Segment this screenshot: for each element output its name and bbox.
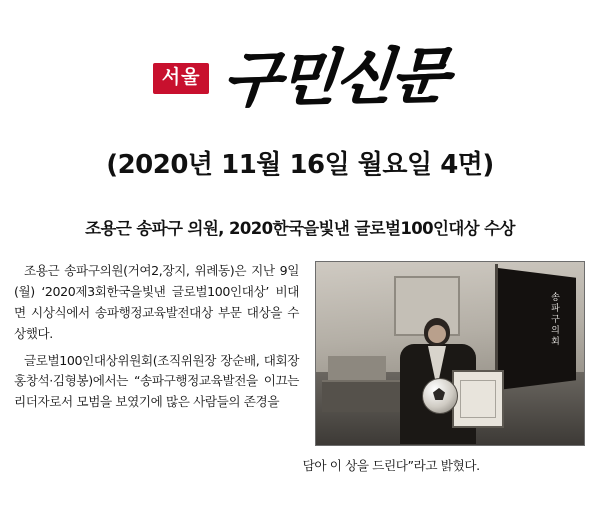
photo-person-face — [428, 325, 446, 343]
dateline: (2020년 11월 16일 월요일 4면) — [106, 150, 494, 180]
photo-flag — [498, 268, 576, 390]
article-body — [0, 261, 600, 491]
article-text-column — [14, 261, 299, 419]
seoul-badge: 서울 — [153, 63, 210, 94]
paper-title: 구민신문 — [220, 40, 451, 116]
masthead — [0, 0, 600, 140]
photo-trophy — [422, 378, 458, 414]
article-paragraph-1: 조용근 송파구의원(거여2,장지, 위례동)은 지난 9일(월) ‘2020제3회한국을빛낸 글로벌100인대상’ 비대면 시상식에서 송파행정교육발전대상 부문 대상을 수상했다. — [14, 263, 299, 341]
article-continuation-line — [14, 456, 586, 476]
article-continuation-text: 담아 이 상을 드린다”라고 밝혔다. — [302, 458, 480, 473]
article-paragraph-2: 글로벌100인대상위원회(조직위원장 장순배, 대회장 홍창석·김형봉)에서는 “송파구행정교육발전을 이끄는 리더자로서 모범을 보였기에 많은 사람들의 존경을 — [14, 352, 299, 410]
photo-front-table — [322, 380, 400, 412]
headline: 조용근 송파구 의원, 2020한국을빛낸 글로벌100인대상 수상 — [85, 219, 515, 238]
article-photo-column — [315, 261, 585, 446]
photo-side-table — [328, 356, 386, 382]
article-photo — [315, 261, 585, 446]
photo-award-plaque — [452, 370, 504, 428]
photo-flag-label: 송파구의회 — [549, 292, 559, 347]
